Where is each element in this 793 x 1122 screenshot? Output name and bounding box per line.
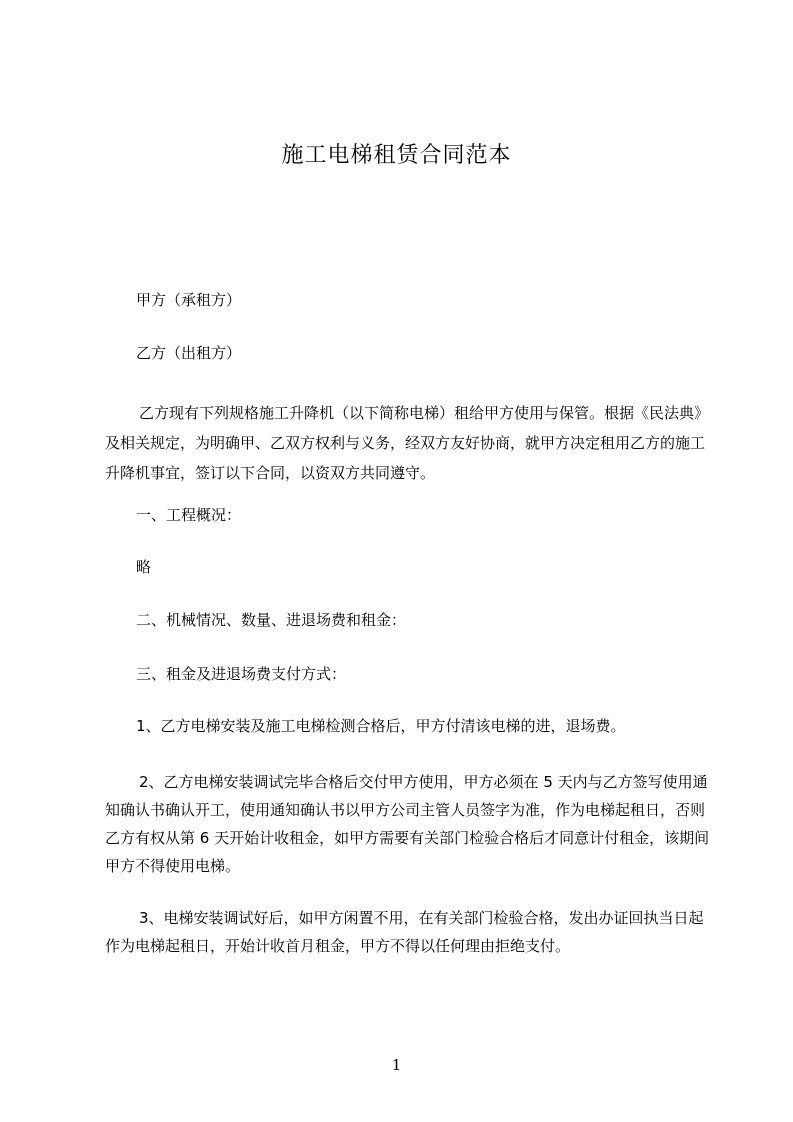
clause-3: 3、电梯安装调试好后，如甲方闲置不用，在有关部门检验合格，发出办证回执当日起作为电梯起租日，开始计收首月租金，甲方不得以任何理由拒绝支付。 — [105, 909, 704, 955]
page-number: 1 — [391, 1056, 402, 1074]
clause-2: 2、乙方电梯安装调试完毕合格后交付甲方使用，甲方必须在 5 天内与乙方签写使用通知确认书确认开工，使用通知确认书以甲方公司主管人员签字为准，作为电梯起租日，否则乙方有权从第 6 天开始计收租金，如甲方需要有关部门检验合格后才同意计付租金，该期间甲方不得使用电梯。 — [105, 773, 710, 875]
party-b-line: 乙方（出租方） — [136, 344, 242, 362]
clause-1: 1、乙方电梯安装及施工电梯检测合格后，甲方付清该电梯的进，退场费。 — [136, 717, 626, 735]
section-1-body: 略 — [136, 558, 152, 576]
section-1-heading: 一、工程概况： — [136, 506, 242, 524]
section-2-heading: 二、机械情况、数量、进退场费和租金： — [136, 611, 407, 629]
intro-paragraph: 乙方现有下列规格施工升降机（以下简称电梯）租给甲方使用与保管。根据《民法典》及相关规定，为明确甲、乙双方权利与义务，经双方友好协商，就甲方决定租用乙方的施工升降机事宜，签订以下合同，以资双方共同遵守。 — [105, 404, 710, 482]
section-3-heading: 三、租金及进退场费支付方式： — [136, 665, 347, 683]
document-title: 施工电梯租赁合同范本 — [281, 143, 512, 168]
party-a-line: 甲方（承租方） — [136, 291, 242, 309]
